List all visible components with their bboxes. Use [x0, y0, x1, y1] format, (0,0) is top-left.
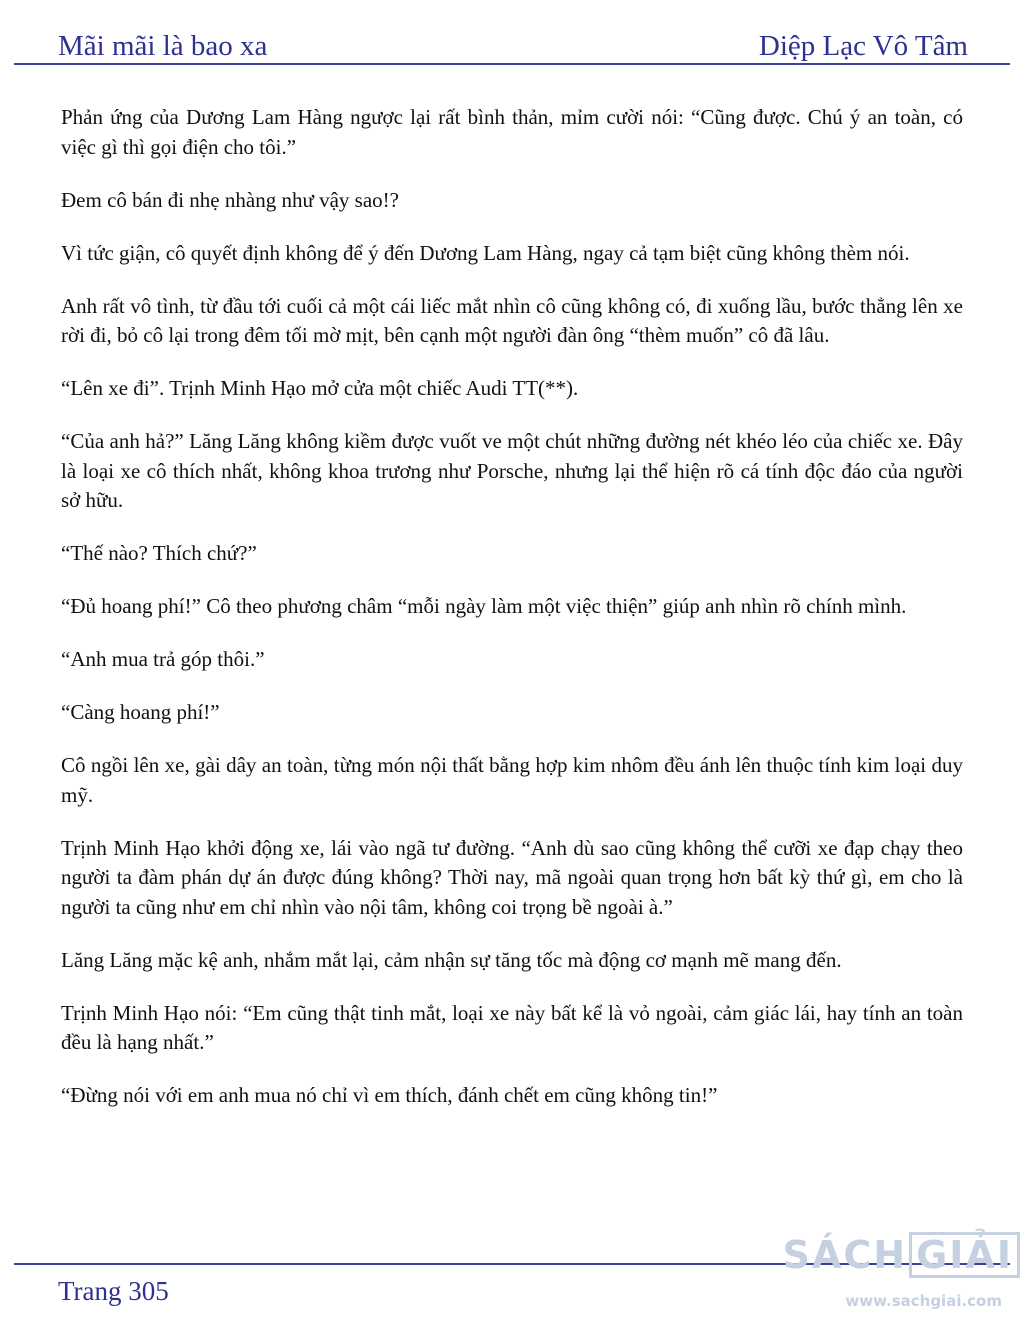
paragraph: “Đừng nói với em anh mua nó chỉ vì em thích, đánh chết em cũng không tin!” [61, 1083, 718, 1107]
paragraph: Đem cô bán đi nhẹ nhàng như vậy sao!? [61, 187, 399, 212]
paragraph: “Của anh hả?” Lăng Lăng không kiềm được vuốt ve một chút những đường nét khéo léo của chiếc xe. Đây là loại xe cô thích nhất, không khoa trương như Porsche, nhưng lại thể hiện rõ cá tính độc đáo của người sở hữu. [61, 429, 963, 512]
author-name: Diệp Lạc Vô Tâm [758, 30, 968, 62]
paragraph: “Thế nào? Thích chứ?” [61, 541, 257, 565]
paragraph: Cô ngồi lên xe, gài dây an toàn, từng món nội thất bằng hợp kim nhôm đều ánh lên thuộc tính kim loại duy mỹ. [61, 753, 963, 807]
paragraph: Trịnh Minh Hạo khởi động xe, lái vào ngã tư đường. “Anh dù sao cũng không thể cưỡi xe đạp chạy theo người ta đàm phán dự án được đúng không? Thời nay, mã ngoài quan trọng hơn bất kỳ thứ gì, em cho là người ta cũng như em chỉ nhìn vào nội tâm, không coi trọng bề ngoài à.” [61, 835, 963, 919]
book-title: Mãi mãi là bao xa [58, 30, 268, 62]
watermark [782, 1222, 1020, 1322]
watermark-logo-box: GIẢI [909, 1232, 1020, 1278]
watermark-url: www.sachgiai.com [845, 1292, 1002, 1310]
paragraph: Lăng Lăng mặc kệ anh, nhắm mắt lại, cảm nhận sự tăng tốc mà động cơ mạnh mẽ mang đến. [61, 947, 842, 972]
watermark-logo [783, 1232, 1020, 1278]
paragraph: “Lên xe đi”. Trịnh Minh Hạo mở cửa một chiếc Audi TT(**). [61, 376, 579, 400]
page-header [58, 24, 968, 64]
paragraph: Anh rất vô tình, từ đầu tới cuối cả một cái liếc mắt nhìn cô cũng không có, đi xuống lầu, bước thẳng lên xe rời đi, bỏ cô lại trong đêm tối mờ mịt, bên cạnh một người đàn ông “thèm muốn” cô đã lâu. [61, 293, 963, 347]
paragraph: “Đủ hoang phí!” Cô theo phương châm “mỗi ngày làm một việc thiện” giúp anh nhìn rõ chính mình. [61, 594, 907, 618]
paragraph: “Anh mua trả góp thôi.” [61, 647, 265, 671]
page-body [61, 103, 963, 1134]
paragraph: Vì tức giận, cô quyết định không để ý đến Dương Lam Hàng, ngay cả tạm biệt cũng không thèm nói. [61, 240, 910, 265]
header-divider [14, 63, 1010, 65]
watermark-logo-text: SÁCH [782, 1233, 908, 1277]
paragraph: “Càng hoang phí!” [61, 700, 220, 724]
paragraph: Phản ứng của Dương Lam Hàng ngược lại rất bình thản, mỉm cười nói: “Cũng được. Chú ý an toàn, có việc gì thì gọi điện cho tôi.” [61, 105, 963, 159]
page-number: Trang 305 [58, 1276, 169, 1306]
paragraph: Trịnh Minh Hạo nói: “Em cũng thật tinh mắt, loại xe này bất kể là vỏ ngoài, cảm giác lái, hay tính an toàn đều là hạng nhất.” [61, 1000, 963, 1054]
